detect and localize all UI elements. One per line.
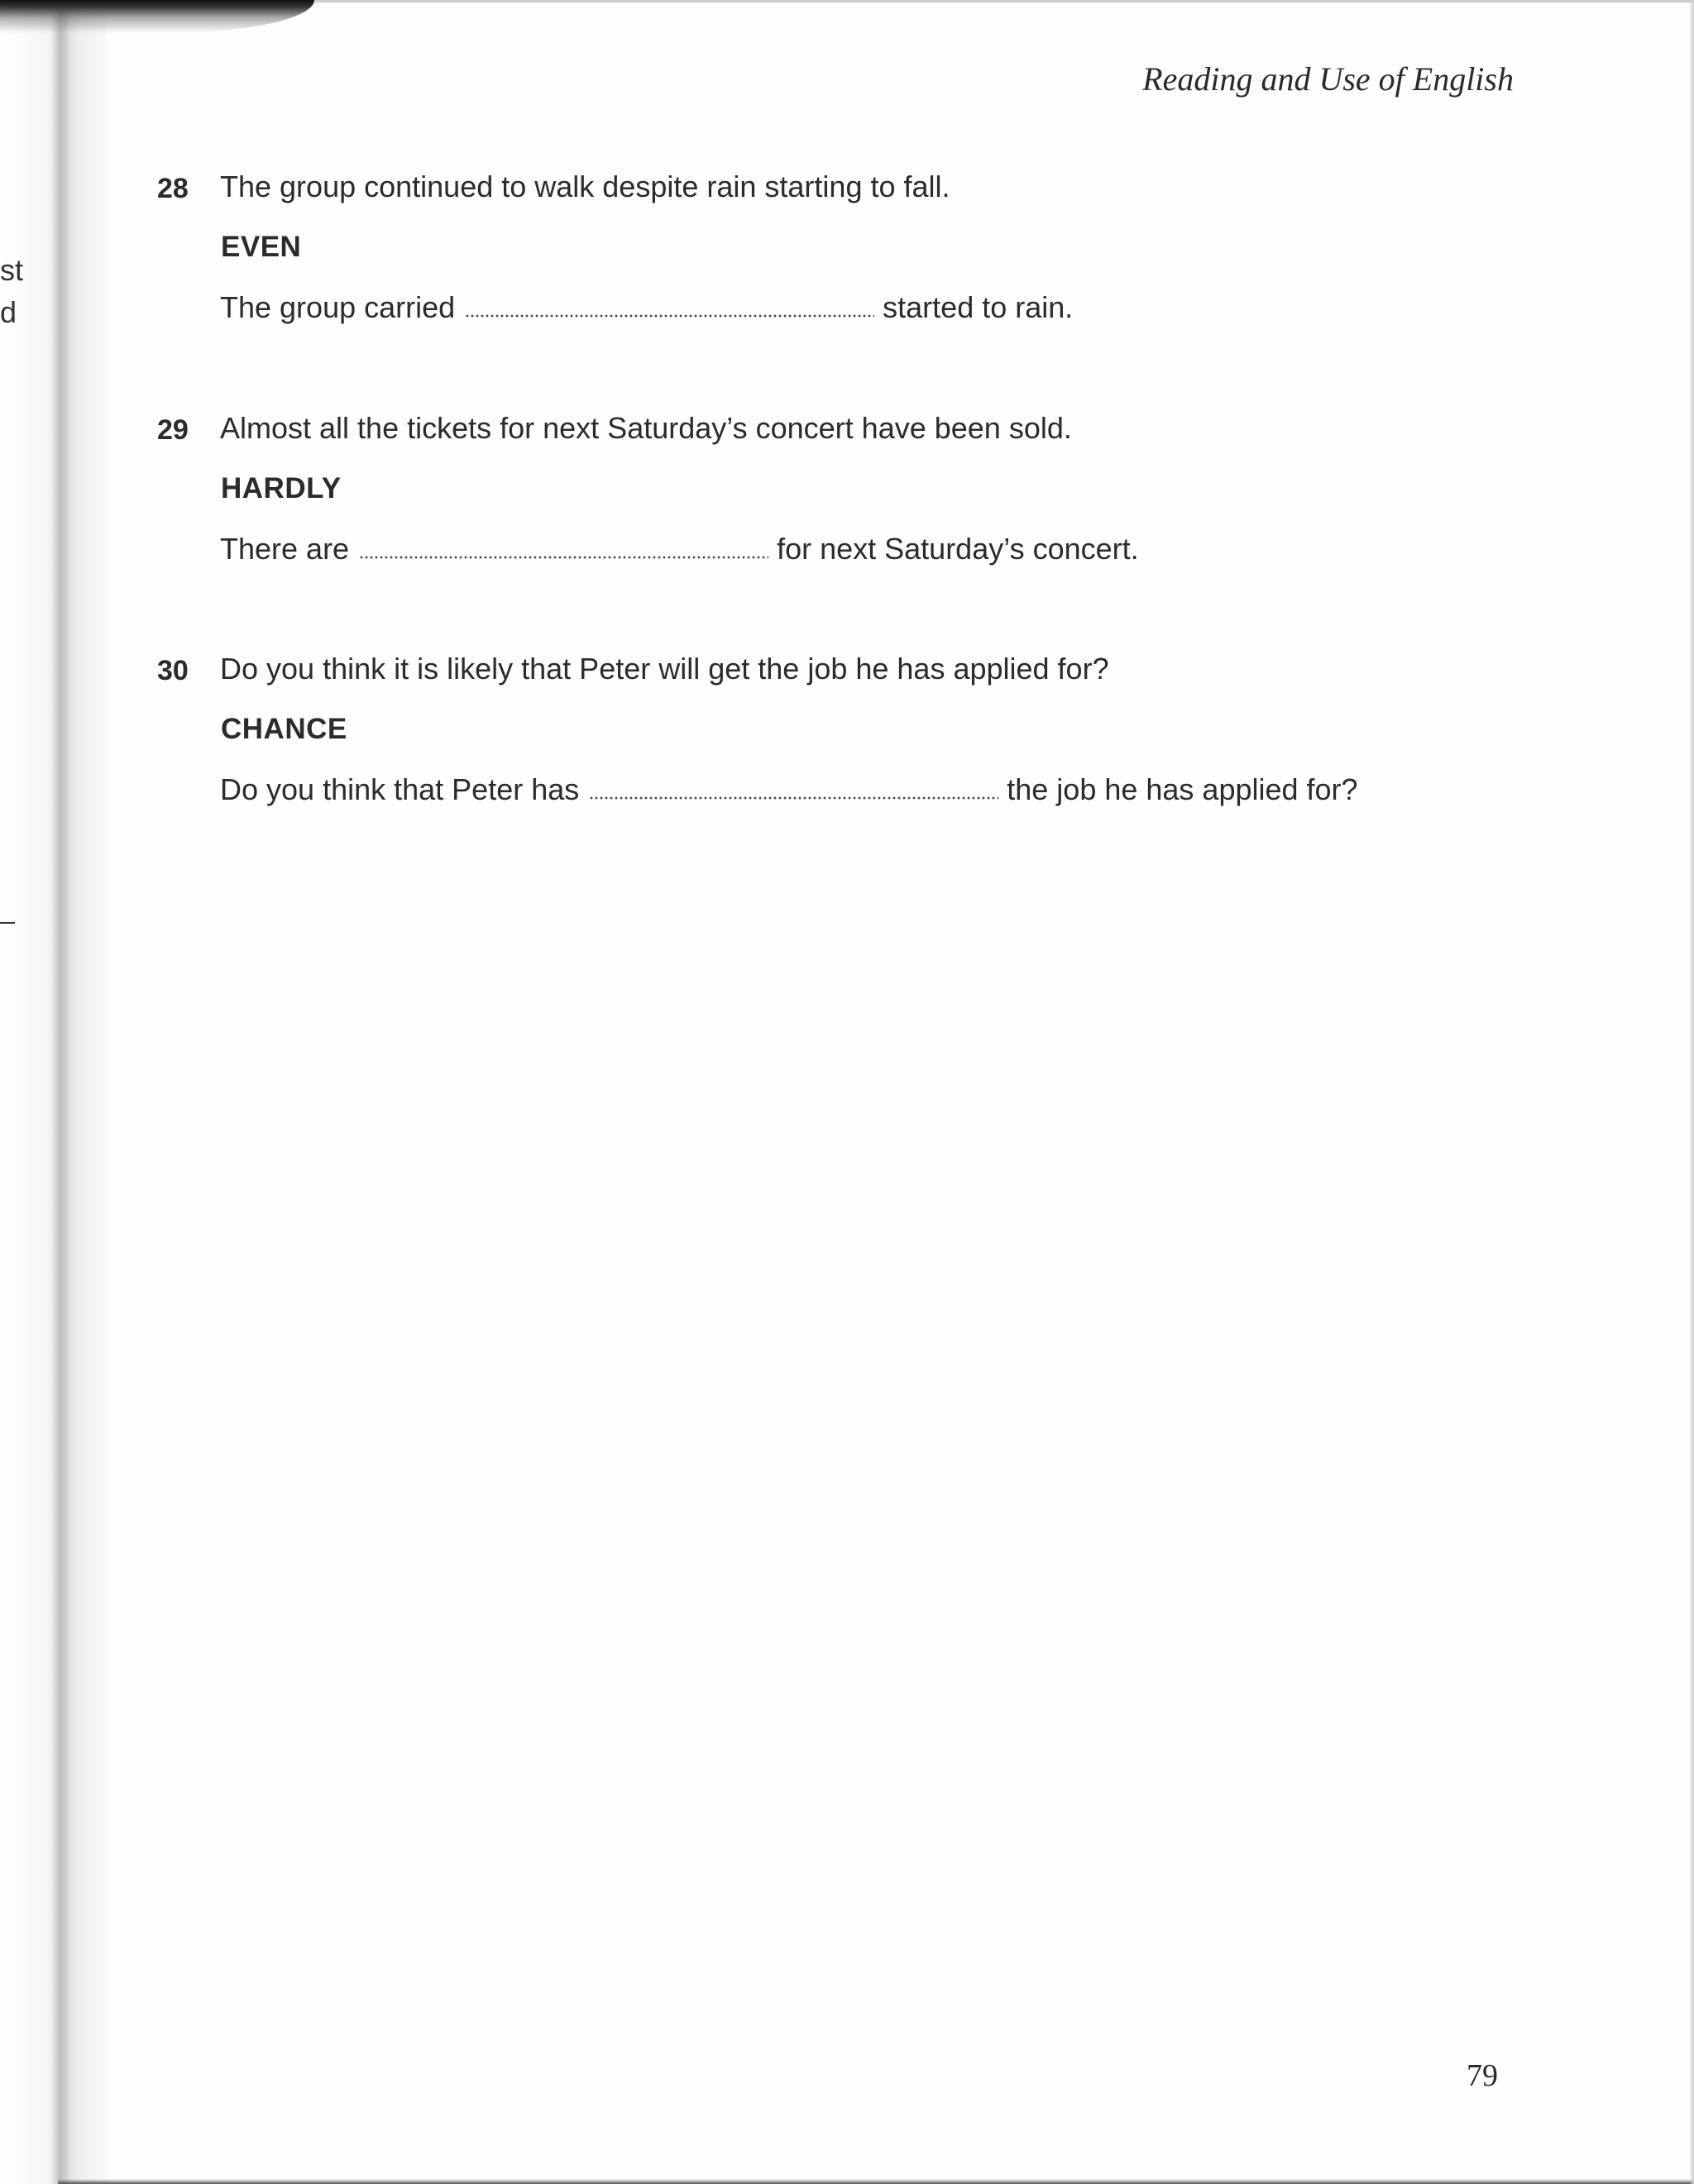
right-edge: [1689, 0, 1694, 2184]
answer-prefix: There are: [220, 532, 350, 566]
question-sentence: Do you think it is likely that Peter will get the job he has applied for?: [220, 652, 1109, 686]
answer-line: [220, 772, 1358, 807]
question-keyword: HARDLY: [221, 472, 342, 504]
answer-gap[interactable]: [465, 314, 874, 318]
answer-line: [220, 532, 1139, 566]
question-sentence: The group continued to walk despite rain starting to fall.: [220, 170, 950, 203]
left-page-bleed-text: st: [0, 253, 24, 287]
answer-gap[interactable]: [589, 796, 998, 800]
question-number: 29: [157, 414, 189, 446]
answer-gap[interactable]: [359, 556, 768, 559]
question-keyword: CHANCE: [221, 713, 347, 745]
top-edge: [314, 0, 1694, 2]
answer-suffix: started to rain.: [883, 290, 1074, 324]
page-number: 79: [1467, 2058, 1498, 2093]
question-number: 28: [157, 173, 189, 204]
answer-suffix: for next Saturday’s concert.: [777, 532, 1139, 566]
bottom-edge: [58, 2179, 1694, 2184]
running-head: Reading and Use of English: [1142, 60, 1514, 98]
answer-suffix: the job he has applied for?: [1007, 772, 1358, 806]
left-page-bleed-dash: [0, 922, 15, 924]
answer-prefix: Do you think that Peter has: [220, 772, 580, 806]
question-sentence: Almost all the tickets for next Saturday’s concert have been sold.: [220, 411, 1072, 445]
answer-line: [220, 290, 1073, 325]
answer-prefix: The group carried: [220, 290, 456, 324]
question-keyword: EVEN: [221, 231, 302, 263]
gutter-shadow: [51, 0, 69, 2184]
top-binding-shadow: [0, 0, 314, 33]
left-page-bleed-text: d: [0, 295, 17, 329]
question-number: 30: [157, 655, 189, 686]
